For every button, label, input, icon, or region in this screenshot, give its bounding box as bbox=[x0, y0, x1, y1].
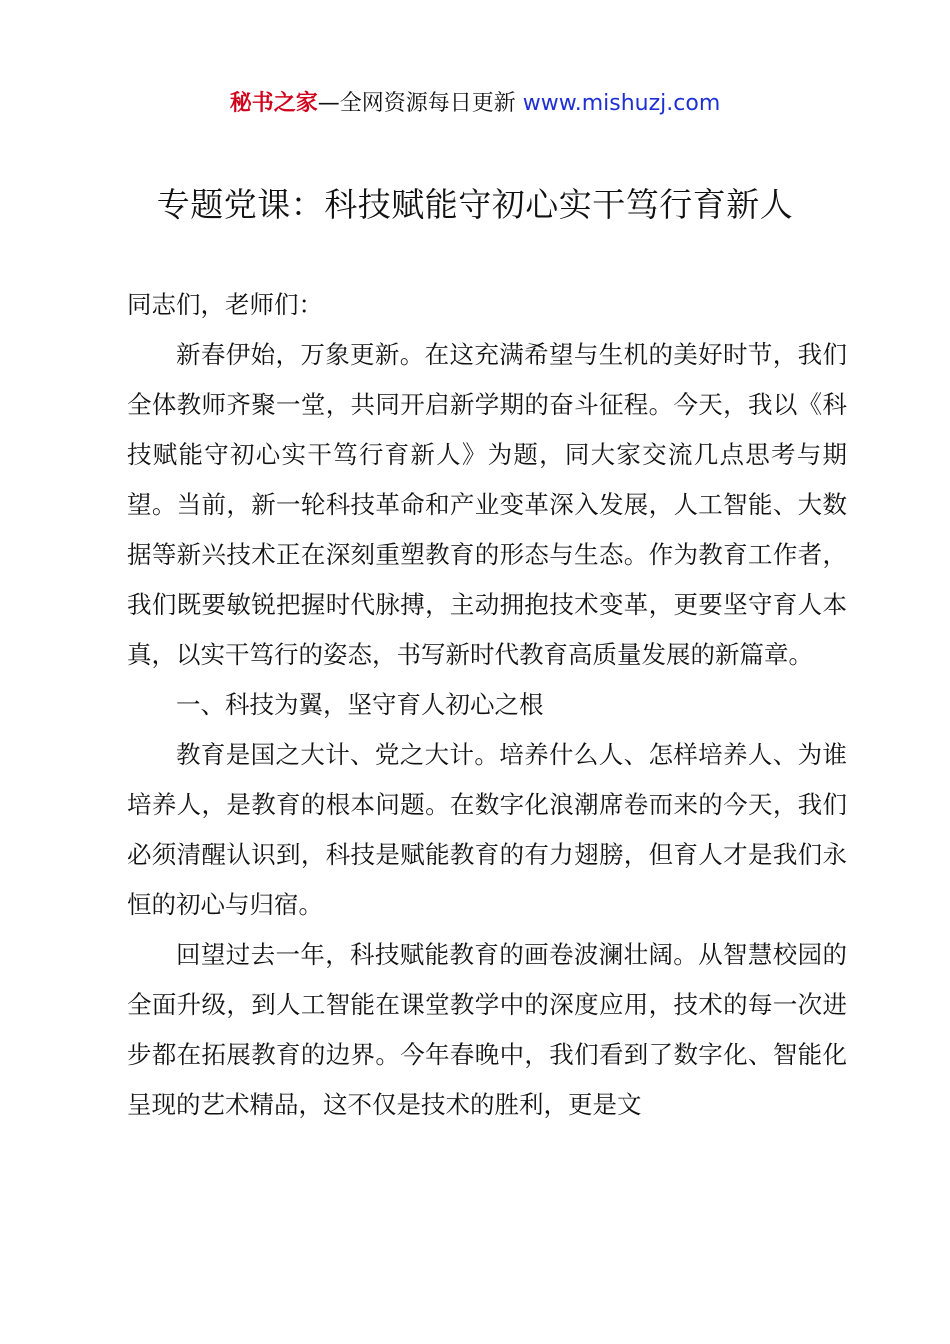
paragraph-section-1-a: 教育是国之大计、党之大计。培养什么人、怎样培养人、为谁培养人，是教育的根本问题。在数字化浪潮席卷而来的今天，我们必须清醒认识到，科技是赋能教育的有力翅膀，但育人才是我们永恒的初心与归宿。 bbox=[127, 740, 847, 919]
document-body bbox=[127, 280, 847, 1130]
paragraph-intro: 新春伊始，万象更新。在这充满希望与生机的美好时节，我们全体教师齐聚一堂，共同开启新学期的奋斗征程。今天，我以《科技赋能守初心实干笃行育新人》为题，同大家交流几点思考与期望。当前，新一轮科技革命和产业变革深入发展，人工智能、大数据等新兴技术正在深刻重塑教育的形态与生态。作为教育工作者，我们既要敏锐把握时代脉搏，主动拥抱技术变革，更要坚守育人本真，以实干笃行的姿态，书写新时代教育高质量发展的新篇章。 bbox=[127, 340, 847, 669]
section-heading-1: 一、科技为翼，坚守育人初心之根 bbox=[176, 690, 544, 719]
salutation: 同志们，老师们： bbox=[127, 290, 323, 319]
site-header bbox=[0, 86, 950, 122]
header-tagline: —全网资源每日更新 bbox=[317, 91, 516, 116]
brand-name: 秘书之家 bbox=[229, 91, 318, 116]
paragraph-section-1-b: 回望过去一年，科技赋能教育的画卷波澜壮阔。从智慧校园的全面升级，到人工智能在课堂教学中的深度应用，技术的每一次进步都在拓展教育的边界。今年春晚中，我们看到了数字化、智能化呈现的艺术精品，这不仅是技术的胜利，更是文 bbox=[127, 940, 847, 1119]
site-url-link[interactable]: www.mishuzj.com bbox=[522, 91, 721, 116]
document-title: 专题党课：科技赋能守初心实干笃行育新人 bbox=[156, 185, 794, 224]
